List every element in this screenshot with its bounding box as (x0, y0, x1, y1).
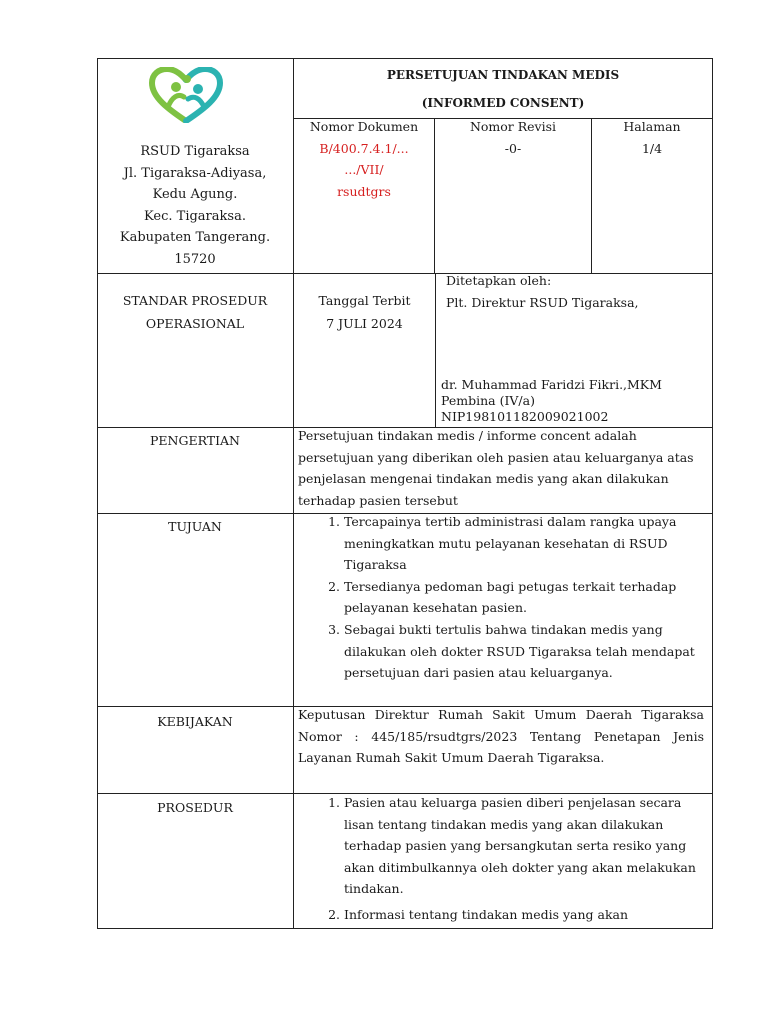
prosedur-label: PROSEDUR (157, 800, 233, 815)
divider-ditetapkan-left (435, 273, 436, 427)
border-top (97, 58, 713, 59)
halaman-value: 1/4 (641, 140, 663, 156)
signer-rank: Pembina (IV/a) (441, 393, 535, 408)
pengertian-label: PENGERTIAN (149, 433, 240, 448)
ditetapkan-label: Ditetapkan oleh: (446, 273, 552, 288)
tujuan-item: Tercapainya tertib administrasi dalam rangka upaya meningkatkan mutu pelayanan kesehatan di RSUD Tigaraksa (344, 514, 677, 573)
tujuan-item: Sebagai bukti tertulis bahwa tindakan medis yang dilakukan oleh dokter RSUD Tigaraksa telah mendapat persetujuan dari pasien atau keluarganya. (344, 621, 695, 681)
sop-document (97, 58, 713, 929)
prosedur-item: Pasien atau keluarga pasien diberi penjelasan secara lisan tentang tindakan medis yang akan dilakukan terhadap pasien yang bersangkutan serta resiko yang akan ditimbulkannya oleh dokter yang akan melakukan tindakan. (344, 795, 696, 897)
title-line: PERSETUJUAN TINDAKAN MEDIS (386, 68, 620, 82)
hospital-logo (148, 67, 224, 123)
hospital-address-line: Jl. Tigaraksa-Adiyasa, (123, 165, 267, 181)
sop-label (97, 289, 293, 335)
signer-block (441, 377, 709, 425)
halaman-label: Halaman (623, 119, 681, 134)
tujuan-label: TUJUAN (168, 519, 222, 534)
subtitle-line: (INFORMED CONSENT) (421, 96, 585, 110)
hospital-address-line: 15720 (174, 251, 216, 267)
nomor-dokumen-value-line: .../VII/ (344, 162, 384, 178)
hospital-address-line: Kec. Tigaraksa. (144, 208, 246, 224)
hospital-name: RSUD Tigaraksa (140, 144, 250, 159)
sop-label-line: STANDAR PROSEDUR (122, 293, 268, 308)
heart-people-logo-icon (148, 67, 224, 123)
pengertian-text: Persetujuan tindakan medis / informe concent adalah persetujuan yang diberikan oleh pasien atau keluarganya atas penjelasan mengenai tindakan medis yang akan dilakukan terhadap pasien tersebut (298, 428, 694, 508)
kebijakan-text: Keputusan Direktur Rumah Sakit Umum Daerah Tigaraksa Nomor : 445/185/rsudtgrs/2023 Tentang Penetapan Jenis Layanan Rumah Sakit Umum Daerah Tigaraksa. (298, 707, 704, 766)
sop-label-line: OPERASIONAL (145, 316, 245, 331)
tujuan-list (298, 511, 698, 684)
border-right (712, 58, 713, 929)
tanggal-terbit-value: 7 JULI 2024 (326, 316, 403, 331)
prosedur-content (298, 792, 698, 926)
nomor-revisi-value: -0- (504, 140, 522, 156)
hospital-info (97, 141, 293, 271)
halaman-cell (592, 116, 712, 159)
prosedur-list (298, 792, 698, 926)
document-title (294, 61, 712, 117)
jabatan-text: Plt. Direktur RSUD Tigaraksa, (446, 294, 639, 310)
ditetapkan-cell (446, 270, 708, 313)
nomor-dokumen-value-line: rsudtgrs (337, 183, 391, 199)
hospital-address-line: Kedu Agung. (152, 187, 238, 203)
prosedur-item: Informasi tentang tindakan medis yang akan (344, 906, 629, 922)
nomor-dokumen-value-line: B/400.7.4.1/... (319, 140, 409, 156)
tujuan-content (298, 511, 698, 684)
tanggal-terbit-label: Tanggal Terbit (318, 293, 411, 308)
nomor-dokumen-cell (294, 116, 434, 202)
border-bottom (97, 928, 713, 929)
kebijakan-label: KEBIJAKAN (157, 714, 233, 729)
tanggal-terbit-cell (294, 289, 435, 335)
tujuan-item: Tersedianya pedoman bagi petugas terkait terhadap pelayanan kesehatan pasien. (344, 578, 677, 616)
hospital-address-line: Kabupaten Tangerang. (119, 230, 271, 246)
signer-nip: NIP198101182009021002 (441, 409, 609, 424)
nomor-revisi-label: Nomor Revisi (469, 119, 557, 134)
nomor-dokumen-label: Nomor Dokumen (309, 119, 419, 134)
nomor-revisi-cell (435, 116, 591, 159)
signer-name: dr. Muhammad Faridzi Fikri.,MKM (441, 377, 662, 392)
